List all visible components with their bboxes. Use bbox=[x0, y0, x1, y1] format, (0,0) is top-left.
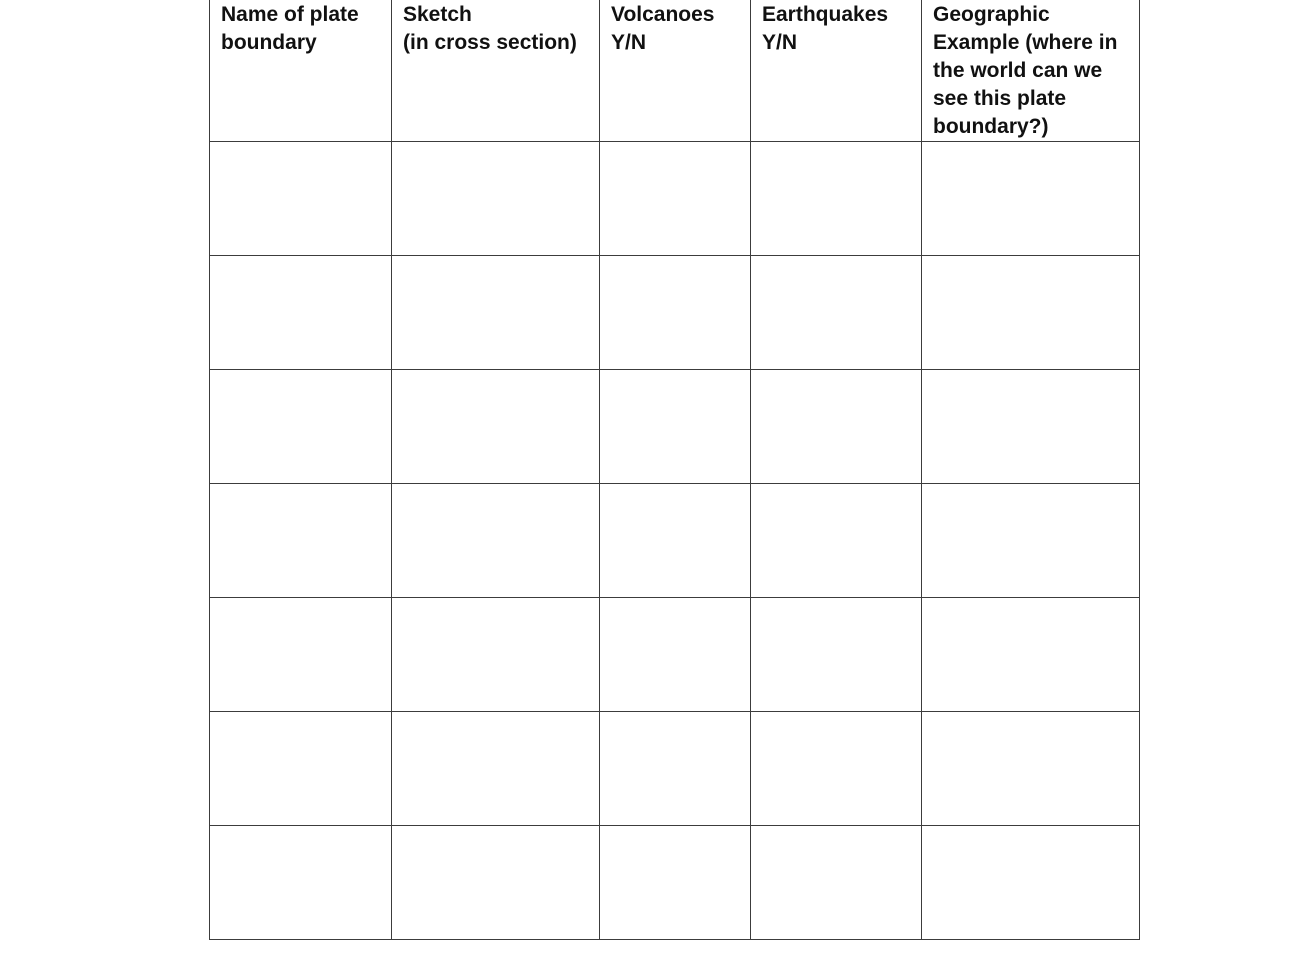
table-row bbox=[210, 826, 1140, 940]
table-cell[interactable] bbox=[392, 826, 600, 940]
table-cell[interactable] bbox=[922, 256, 1140, 370]
table-cell[interactable] bbox=[600, 826, 751, 940]
header-line: Volcanoes bbox=[611, 3, 715, 26]
table-cell[interactable] bbox=[922, 484, 1140, 598]
table-cell[interactable] bbox=[751, 598, 922, 712]
table-cell[interactable] bbox=[600, 484, 751, 598]
header-line: boundary?) bbox=[933, 115, 1049, 138]
table-cell[interactable] bbox=[392, 142, 600, 256]
table-cell[interactable] bbox=[751, 370, 922, 484]
table-cell[interactable] bbox=[922, 712, 1140, 826]
table-row bbox=[210, 598, 1140, 712]
table-row bbox=[210, 484, 1140, 598]
header-line: Name of plate bbox=[221, 3, 359, 26]
table-cell[interactable] bbox=[751, 826, 922, 940]
table-cell[interactable] bbox=[600, 598, 751, 712]
table-cell[interactable] bbox=[600, 370, 751, 484]
header-row bbox=[210, 0, 1140, 142]
table-cell[interactable] bbox=[751, 484, 922, 598]
header-line: (in cross section) bbox=[403, 31, 577, 54]
header-line: the world can we bbox=[933, 59, 1103, 82]
table-cell[interactable] bbox=[600, 712, 751, 826]
table-cell[interactable] bbox=[210, 712, 392, 826]
table-cell[interactable] bbox=[392, 370, 600, 484]
table-cell[interactable] bbox=[210, 256, 392, 370]
header-line: see this plate bbox=[933, 87, 1067, 110]
header-earthquakes bbox=[751, 0, 922, 142]
header-geographic-example bbox=[922, 0, 1140, 142]
header-line: Earthquakes bbox=[762, 3, 889, 26]
header-line: Example (where in bbox=[933, 31, 1118, 54]
table-cell[interactable] bbox=[600, 142, 751, 256]
table-cell[interactable] bbox=[392, 256, 600, 370]
table-cell[interactable] bbox=[210, 370, 392, 484]
table-cell[interactable] bbox=[922, 826, 1140, 940]
table-cell[interactable] bbox=[751, 142, 922, 256]
header-line: Geographic bbox=[933, 3, 1050, 26]
header-line: boundary bbox=[221, 31, 317, 54]
table-cell[interactable] bbox=[922, 142, 1140, 256]
header-line: Sketch bbox=[403, 3, 472, 26]
table-cell[interactable] bbox=[210, 826, 392, 940]
table-cell[interactable] bbox=[392, 712, 600, 826]
table-cell[interactable] bbox=[922, 370, 1140, 484]
header-line: Y/N bbox=[611, 31, 647, 54]
header-sketch bbox=[392, 0, 600, 142]
table-cell[interactable] bbox=[210, 142, 392, 256]
table-cell[interactable] bbox=[392, 598, 600, 712]
table-cell[interactable] bbox=[751, 712, 922, 826]
table-cell[interactable] bbox=[922, 598, 1140, 712]
table-row bbox=[210, 370, 1140, 484]
plate-boundary-table bbox=[209, 0, 1140, 940]
table-row bbox=[210, 712, 1140, 826]
table-cell[interactable] bbox=[751, 256, 922, 370]
header-volcanoes bbox=[600, 0, 751, 142]
header-line: Y/N bbox=[762, 31, 798, 54]
header-name-of-plate-boundary bbox=[210, 0, 392, 142]
table-cell[interactable] bbox=[600, 256, 751, 370]
table-row bbox=[210, 256, 1140, 370]
table-cell[interactable] bbox=[210, 484, 392, 598]
table-cell[interactable] bbox=[210, 598, 392, 712]
table-row bbox=[210, 142, 1140, 256]
table-cell[interactable] bbox=[392, 484, 600, 598]
